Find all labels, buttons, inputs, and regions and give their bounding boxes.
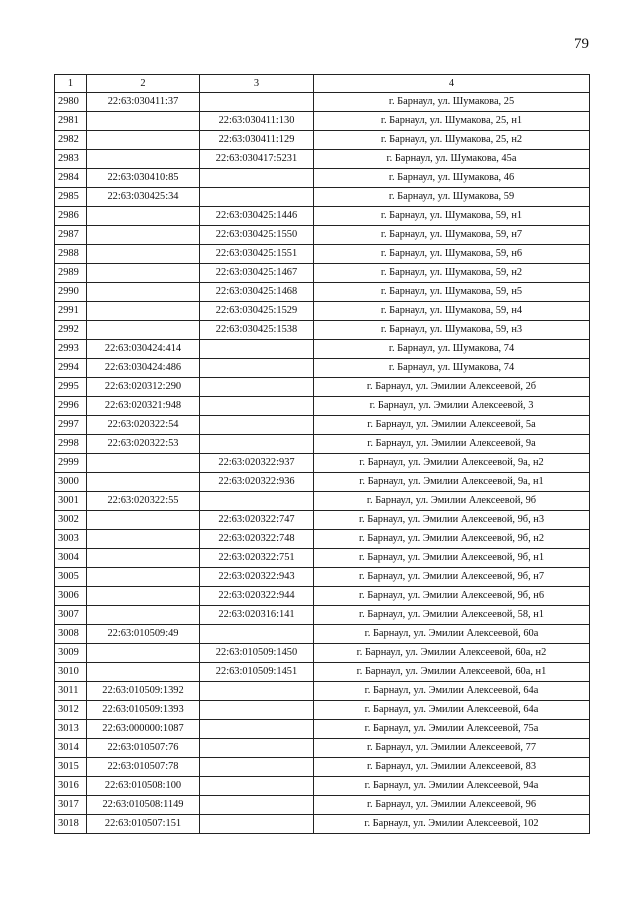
address: г. Барнаул, ул. Шумакова, 45а bbox=[314, 150, 590, 169]
address: г. Барнаул, ул. Шумакова, 59, н6 bbox=[314, 245, 590, 264]
parcel-cadastral-number bbox=[87, 112, 200, 131]
parcel-cadastral-number: 22:63:030424:486 bbox=[87, 359, 200, 378]
address: г. Барнаул, ул. Эмилии Алексеевой, 64а bbox=[314, 701, 590, 720]
building-cadastral-number bbox=[200, 169, 314, 188]
parcel-cadastral-number: 22:63:010507:78 bbox=[87, 758, 200, 777]
address: г. Барнаул, ул. Эмилии Алексеевой, 9а, н2 bbox=[314, 454, 590, 473]
table-row bbox=[55, 226, 590, 245]
building-cadastral-number: 22:63:030425:1550 bbox=[200, 226, 314, 245]
table-row bbox=[55, 777, 590, 796]
table-row bbox=[55, 207, 590, 226]
parcel-cadastral-number: 22:63:020322:55 bbox=[87, 492, 200, 511]
row-number: 3011 bbox=[55, 682, 87, 701]
address: г. Барнаул, ул. Шумакова, 59, н2 bbox=[314, 264, 590, 283]
table-row bbox=[55, 378, 590, 397]
table-row bbox=[55, 169, 590, 188]
parcel-cadastral-number: 22:63:020312:290 bbox=[87, 378, 200, 397]
header-row bbox=[55, 75, 590, 93]
address: г. Барнаул, ул. Эмилии Алексеевой, 3 bbox=[314, 397, 590, 416]
row-number: 3002 bbox=[55, 511, 87, 530]
row-number: 2993 bbox=[55, 340, 87, 359]
row-number: 2982 bbox=[55, 131, 87, 150]
building-cadastral-number: 22:63:030417:5231 bbox=[200, 150, 314, 169]
building-cadastral-number: 22:63:010509:1451 bbox=[200, 663, 314, 682]
parcel-cadastral-number bbox=[87, 568, 200, 587]
table-row bbox=[55, 150, 590, 169]
address: г. Барнаул, ул. Эмилии Алексеевой, 64а bbox=[314, 682, 590, 701]
table-row bbox=[55, 454, 590, 473]
address: г. Барнаул, ул. Эмилии Алексеевой, 102 bbox=[314, 815, 590, 834]
address: г. Барнаул, ул. Эмилии Алексеевой, 2б bbox=[314, 378, 590, 397]
row-number: 3004 bbox=[55, 549, 87, 568]
building-cadastral-number bbox=[200, 340, 314, 359]
building-cadastral-number: 22:63:030425:1446 bbox=[200, 207, 314, 226]
building-cadastral-number: 22:63:030425:1551 bbox=[200, 245, 314, 264]
building-cadastral-number bbox=[200, 777, 314, 796]
building-cadastral-number bbox=[200, 796, 314, 815]
header-col-1: 1 bbox=[55, 75, 87, 93]
table-row bbox=[55, 568, 590, 587]
address: г. Барнаул, ул. Шумакова, 59, н4 bbox=[314, 302, 590, 321]
row-number: 3013 bbox=[55, 720, 87, 739]
row-number: 3017 bbox=[55, 796, 87, 815]
parcel-cadastral-number bbox=[87, 207, 200, 226]
parcel-cadastral-number: 22:63:010509:1392 bbox=[87, 682, 200, 701]
building-cadastral-number bbox=[200, 435, 314, 454]
parcel-cadastral-number: 22:63:030424:414 bbox=[87, 340, 200, 359]
address: г. Барнаул, ул. Шумакова, 46 bbox=[314, 169, 590, 188]
parcel-cadastral-number bbox=[87, 663, 200, 682]
address: г. Барнаул, ул. Эмилии Алексеевой, 9б, н6 bbox=[314, 587, 590, 606]
row-number: 3001 bbox=[55, 492, 87, 511]
table-row bbox=[55, 815, 590, 834]
address: г. Барнаул, ул. Шумакова, 74 bbox=[314, 359, 590, 378]
building-cadastral-number bbox=[200, 815, 314, 834]
address: г. Барнаул, ул. Эмилии Алексеевой, 9а bbox=[314, 435, 590, 454]
address: г. Барнаул, ул. Эмилии Алексеевой, 5а bbox=[314, 416, 590, 435]
parcel-cadastral-number: 22:63:010509:49 bbox=[87, 625, 200, 644]
address: г. Барнаул, ул. Эмилии Алексеевой, 9б, н1 bbox=[314, 549, 590, 568]
address: г. Барнаул, ул. Эмилии Алексеевой, 83 bbox=[314, 758, 590, 777]
row-number: 3012 bbox=[55, 701, 87, 720]
parcel-cadastral-number bbox=[87, 530, 200, 549]
building-cadastral-number: 22:63:030411:130 bbox=[200, 112, 314, 131]
row-number: 3005 bbox=[55, 568, 87, 587]
parcel-cadastral-number bbox=[87, 226, 200, 245]
address: г. Барнаул, ул. Шумакова, 25, н1 bbox=[314, 112, 590, 131]
row-number: 3007 bbox=[55, 606, 87, 625]
table-row bbox=[55, 739, 590, 758]
parcel-cadastral-number bbox=[87, 321, 200, 340]
address: г. Барнаул, ул. Шумакова, 25, н2 bbox=[314, 131, 590, 150]
parcel-cadastral-number bbox=[87, 606, 200, 625]
address: г. Барнаул, ул. Эмилии Алексеевой, 77 bbox=[314, 739, 590, 758]
table-row bbox=[55, 359, 590, 378]
table-row bbox=[55, 511, 590, 530]
row-number: 3010 bbox=[55, 663, 87, 682]
row-number: 3015 bbox=[55, 758, 87, 777]
building-cadastral-number bbox=[200, 378, 314, 397]
parcel-cadastral-number bbox=[87, 283, 200, 302]
row-number: 2997 bbox=[55, 416, 87, 435]
building-cadastral-number bbox=[200, 397, 314, 416]
parcel-cadastral-number: 22:63:020321:948 bbox=[87, 397, 200, 416]
building-cadastral-number bbox=[200, 188, 314, 207]
building-cadastral-number bbox=[200, 93, 314, 112]
parcel-cadastral-number: 22:63:030411:37 bbox=[87, 93, 200, 112]
parcel-cadastral-number bbox=[87, 644, 200, 663]
building-cadastral-number: 22:63:020322:944 bbox=[200, 587, 314, 606]
parcel-cadastral-number bbox=[87, 150, 200, 169]
address: г. Барнаул, ул. Эмилии Алексеевой, 9б, н3 bbox=[314, 511, 590, 530]
building-cadastral-number: 22:63:030425:1538 bbox=[200, 321, 314, 340]
address: г. Барнаул, ул. Шумакова, 59 bbox=[314, 188, 590, 207]
address: г. Барнаул, ул. Эмилии Алексеевой, 60а bbox=[314, 625, 590, 644]
address: г. Барнаул, ул. Шумакова, 25 bbox=[314, 93, 590, 112]
table-row bbox=[55, 720, 590, 739]
parcel-cadastral-number bbox=[87, 511, 200, 530]
row-number: 3016 bbox=[55, 777, 87, 796]
table-row bbox=[55, 644, 590, 663]
table-row bbox=[55, 435, 590, 454]
address: г. Барнаул, ул. Шумакова, 59, н7 bbox=[314, 226, 590, 245]
row-number: 2987 bbox=[55, 226, 87, 245]
address: г. Барнаул, ул. Эмилии Алексеевой, 94а bbox=[314, 777, 590, 796]
parcel-cadastral-number: 22:63:020322:53 bbox=[87, 435, 200, 454]
row-number: 2999 bbox=[55, 454, 87, 473]
building-cadastral-number: 22:63:020316:141 bbox=[200, 606, 314, 625]
row-number: 2981 bbox=[55, 112, 87, 131]
building-cadastral-number bbox=[200, 359, 314, 378]
parcel-cadastral-number: 22:63:030410:85 bbox=[87, 169, 200, 188]
table-row bbox=[55, 112, 590, 131]
parcel-cadastral-number bbox=[87, 302, 200, 321]
parcel-cadastral-number: 22:63:010507:151 bbox=[87, 815, 200, 834]
table-row bbox=[55, 245, 590, 264]
table-row bbox=[55, 530, 590, 549]
row-number: 3008 bbox=[55, 625, 87, 644]
table-row bbox=[55, 188, 590, 207]
row-number: 2984 bbox=[55, 169, 87, 188]
table-row bbox=[55, 283, 590, 302]
header-col-3: 3 bbox=[200, 75, 314, 93]
table-row bbox=[55, 682, 590, 701]
building-cadastral-number: 22:63:020322:937 bbox=[200, 454, 314, 473]
building-cadastral-number: 22:63:030411:129 bbox=[200, 131, 314, 150]
table-row bbox=[55, 625, 590, 644]
row-number: 3014 bbox=[55, 739, 87, 758]
row-number: 2983 bbox=[55, 150, 87, 169]
row-number: 3009 bbox=[55, 644, 87, 663]
table-row bbox=[55, 758, 590, 777]
address: г. Барнаул, ул. Эмилии Алексеевой, 75а bbox=[314, 720, 590, 739]
table-row bbox=[55, 663, 590, 682]
address: г. Барнаул, ул. Шумакова, 59, н1 bbox=[314, 207, 590, 226]
building-cadastral-number bbox=[200, 739, 314, 758]
row-number: 2998 bbox=[55, 435, 87, 454]
address: г. Барнаул, ул. Эмилии Алексеевой, 60а, н2 bbox=[314, 644, 590, 663]
row-number: 2989 bbox=[55, 264, 87, 283]
row-number: 3018 bbox=[55, 815, 87, 834]
row-number: 3006 bbox=[55, 587, 87, 606]
building-cadastral-number: 22:63:020322:751 bbox=[200, 549, 314, 568]
table-header bbox=[55, 75, 590, 93]
building-cadastral-number: 22:63:030425:1467 bbox=[200, 264, 314, 283]
parcel-cadastral-number bbox=[87, 473, 200, 492]
address: г. Барнаул, ул. Шумакова, 59, н5 bbox=[314, 283, 590, 302]
building-cadastral-number bbox=[200, 416, 314, 435]
row-number: 3003 bbox=[55, 530, 87, 549]
table-row bbox=[55, 606, 590, 625]
registry-table bbox=[54, 74, 590, 834]
row-number: 3000 bbox=[55, 473, 87, 492]
table-row bbox=[55, 549, 590, 568]
row-number: 2988 bbox=[55, 245, 87, 264]
table-row bbox=[55, 264, 590, 283]
building-cadastral-number: 22:63:010509:1450 bbox=[200, 644, 314, 663]
table-row bbox=[55, 93, 590, 112]
row-number: 2995 bbox=[55, 378, 87, 397]
parcel-cadastral-number bbox=[87, 549, 200, 568]
table-row bbox=[55, 701, 590, 720]
building-cadastral-number: 22:63:020322:943 bbox=[200, 568, 314, 587]
header-col-2: 2 bbox=[87, 75, 200, 93]
table-body bbox=[55, 93, 590, 834]
building-cadastral-number: 22:63:020322:936 bbox=[200, 473, 314, 492]
building-cadastral-number bbox=[200, 758, 314, 777]
table-row bbox=[55, 302, 590, 321]
address: г. Барнаул, ул. Эмилии Алексеевой, 9б, н7 bbox=[314, 568, 590, 587]
row-number: 2994 bbox=[55, 359, 87, 378]
table-row bbox=[55, 416, 590, 435]
row-number: 2991 bbox=[55, 302, 87, 321]
building-cadastral-number: 22:63:020322:748 bbox=[200, 530, 314, 549]
table-row bbox=[55, 796, 590, 815]
parcel-cadastral-number bbox=[87, 131, 200, 150]
table-row bbox=[55, 492, 590, 511]
address: г. Барнаул, ул. Эмилии Алексеевой, 9б, н2 bbox=[314, 530, 590, 549]
table-row bbox=[55, 397, 590, 416]
building-cadastral-number: 22:63:030425:1468 bbox=[200, 283, 314, 302]
row-number: 2985 bbox=[55, 188, 87, 207]
building-cadastral-number: 22:63:030425:1529 bbox=[200, 302, 314, 321]
table-row bbox=[55, 131, 590, 150]
address: г. Барнаул, ул. Шумакова, 74 bbox=[314, 340, 590, 359]
row-number: 2992 bbox=[55, 321, 87, 340]
parcel-cadastral-number: 22:63:020322:54 bbox=[87, 416, 200, 435]
row-number: 2980 bbox=[55, 93, 87, 112]
building-cadastral-number bbox=[200, 625, 314, 644]
building-cadastral-number bbox=[200, 720, 314, 739]
header-col-4: 4 bbox=[314, 75, 590, 93]
address: г. Барнаул, ул. Эмилии Алексеевой, 9б bbox=[314, 492, 590, 511]
parcel-cadastral-number: 22:63:010509:1393 bbox=[87, 701, 200, 720]
parcel-cadastral-number: 22:63:030425:34 bbox=[87, 188, 200, 207]
row-number: 2990 bbox=[55, 283, 87, 302]
address: г. Барнаул, ул. Эмилии Алексеевой, 60а, н1 bbox=[314, 663, 590, 682]
address: г. Барнаул, ул. Шумакова, 59, н3 bbox=[314, 321, 590, 340]
table-row bbox=[55, 340, 590, 359]
parcel-cadastral-number: 22:63:000000:1087 bbox=[87, 720, 200, 739]
row-number: 2986 bbox=[55, 207, 87, 226]
parcel-cadastral-number bbox=[87, 587, 200, 606]
parcel-cadastral-number bbox=[87, 264, 200, 283]
building-cadastral-number bbox=[200, 701, 314, 720]
table-row bbox=[55, 321, 590, 340]
address: г. Барнаул, ул. Эмилии Алексеевой, 58, н1 bbox=[314, 606, 590, 625]
table-row bbox=[55, 473, 590, 492]
parcel-cadastral-number bbox=[87, 245, 200, 264]
building-cadastral-number: 22:63:020322:747 bbox=[200, 511, 314, 530]
building-cadastral-number bbox=[200, 492, 314, 511]
page-number: 79 bbox=[574, 36, 589, 52]
address: г. Барнаул, ул. Эмилии Алексеевой, 9а, н1 bbox=[314, 473, 590, 492]
parcel-cadastral-number: 22:63:010508:1149 bbox=[87, 796, 200, 815]
parcel-cadastral-number: 22:63:010507:76 bbox=[87, 739, 200, 758]
building-cadastral-number bbox=[200, 682, 314, 701]
parcel-cadastral-number bbox=[87, 454, 200, 473]
row-number: 2996 bbox=[55, 397, 87, 416]
table-row bbox=[55, 587, 590, 606]
parcel-cadastral-number: 22:63:010508:100 bbox=[87, 777, 200, 796]
address: г. Барнаул, ул. Эмилии Алексеевой, 96 bbox=[314, 796, 590, 815]
